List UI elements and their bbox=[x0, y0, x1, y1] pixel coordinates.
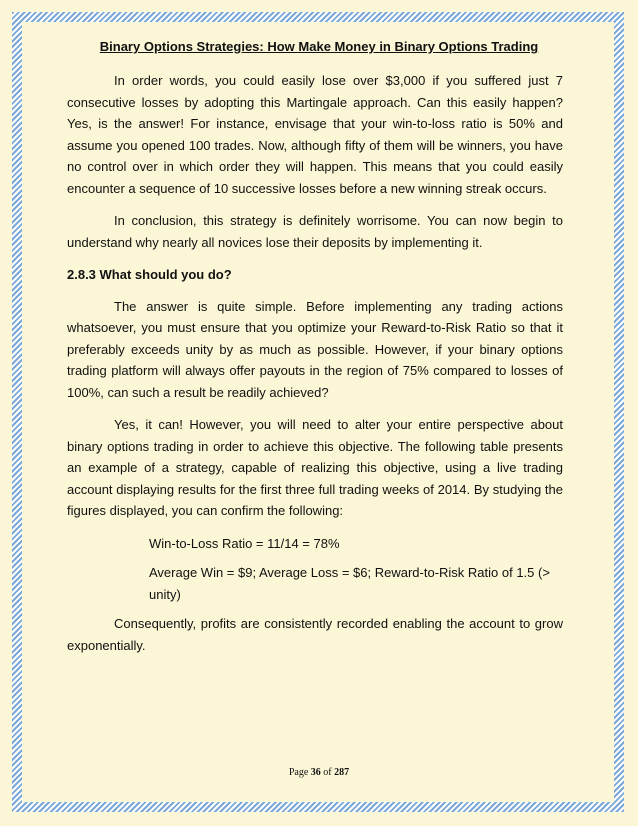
paragraph-answer: The answer is quite simple. Before implementing any trading actions whatsoever, you must ensure that you optimize your Reward-to-Risk Ratio so that it preferably exceeds unity by as much as possible. However, if your binary options trading platform will always offer payouts in the region of 75% compared to losses of 100%, can such a result be readily achieved? bbox=[67, 298, 563, 400]
footer-page-total: 287 bbox=[334, 767, 350, 778]
page-content bbox=[67, 70, 563, 667]
footer-page-separator: of bbox=[323, 767, 332, 778]
footer-page-prefix: Page bbox=[288, 767, 309, 778]
paragraph-martingale-losses: In order words, you could easily lose over $3,000 if you suffered just 7 consecutive losses by adopting this Martingale approach. Can this easily happen? Yes, is the answer! For instance, envisage that your win-to-loss ratio is 50% and assume you opened 100 trades. Now, although fifty of them will be winners, you have no control over in which order they will happen. This means that you could easily encounter a sequence of 10 successive losses before a new winning streak occurs. bbox=[67, 73, 563, 196]
stat-average-win-loss: Average Win = $9; Average Loss = $6; Reward-to-Risk Ratio of 1.5 (> unity) bbox=[149, 565, 550, 602]
page-footer bbox=[0, 767, 638, 778]
stat-win-loss-ratio: Win-to-Loss Ratio = 11/14 = 78% bbox=[149, 535, 340, 551]
paragraph-yes-it-can: Yes, it can! However, you will need to alter your entire perspective about binary options trading in order to achieve this objective. The following table presents an example of a strategy, capable of realizing this objective, using a live trading account displaying results for the first three full trading weeks of 2014. By studying the figures displayed, you can confirm the following: bbox=[67, 417, 563, 518]
paragraph-conclusion: In conclusion, this strategy is definitely worrisome. You can now begin to understand why nearly all novices lose their deposits by implementing it. bbox=[67, 213, 563, 250]
section-heading: 2.8.3 What should you do? bbox=[67, 267, 232, 282]
footer-page-number: 36 bbox=[310, 767, 321, 778]
paragraph-consequently: Consequently, profits are consistently recorded enabling the account to grow exponentially. bbox=[67, 616, 563, 653]
header-title: Binary Options Strategies: How Make Money in Binary Options Trading bbox=[99, 39, 539, 54]
